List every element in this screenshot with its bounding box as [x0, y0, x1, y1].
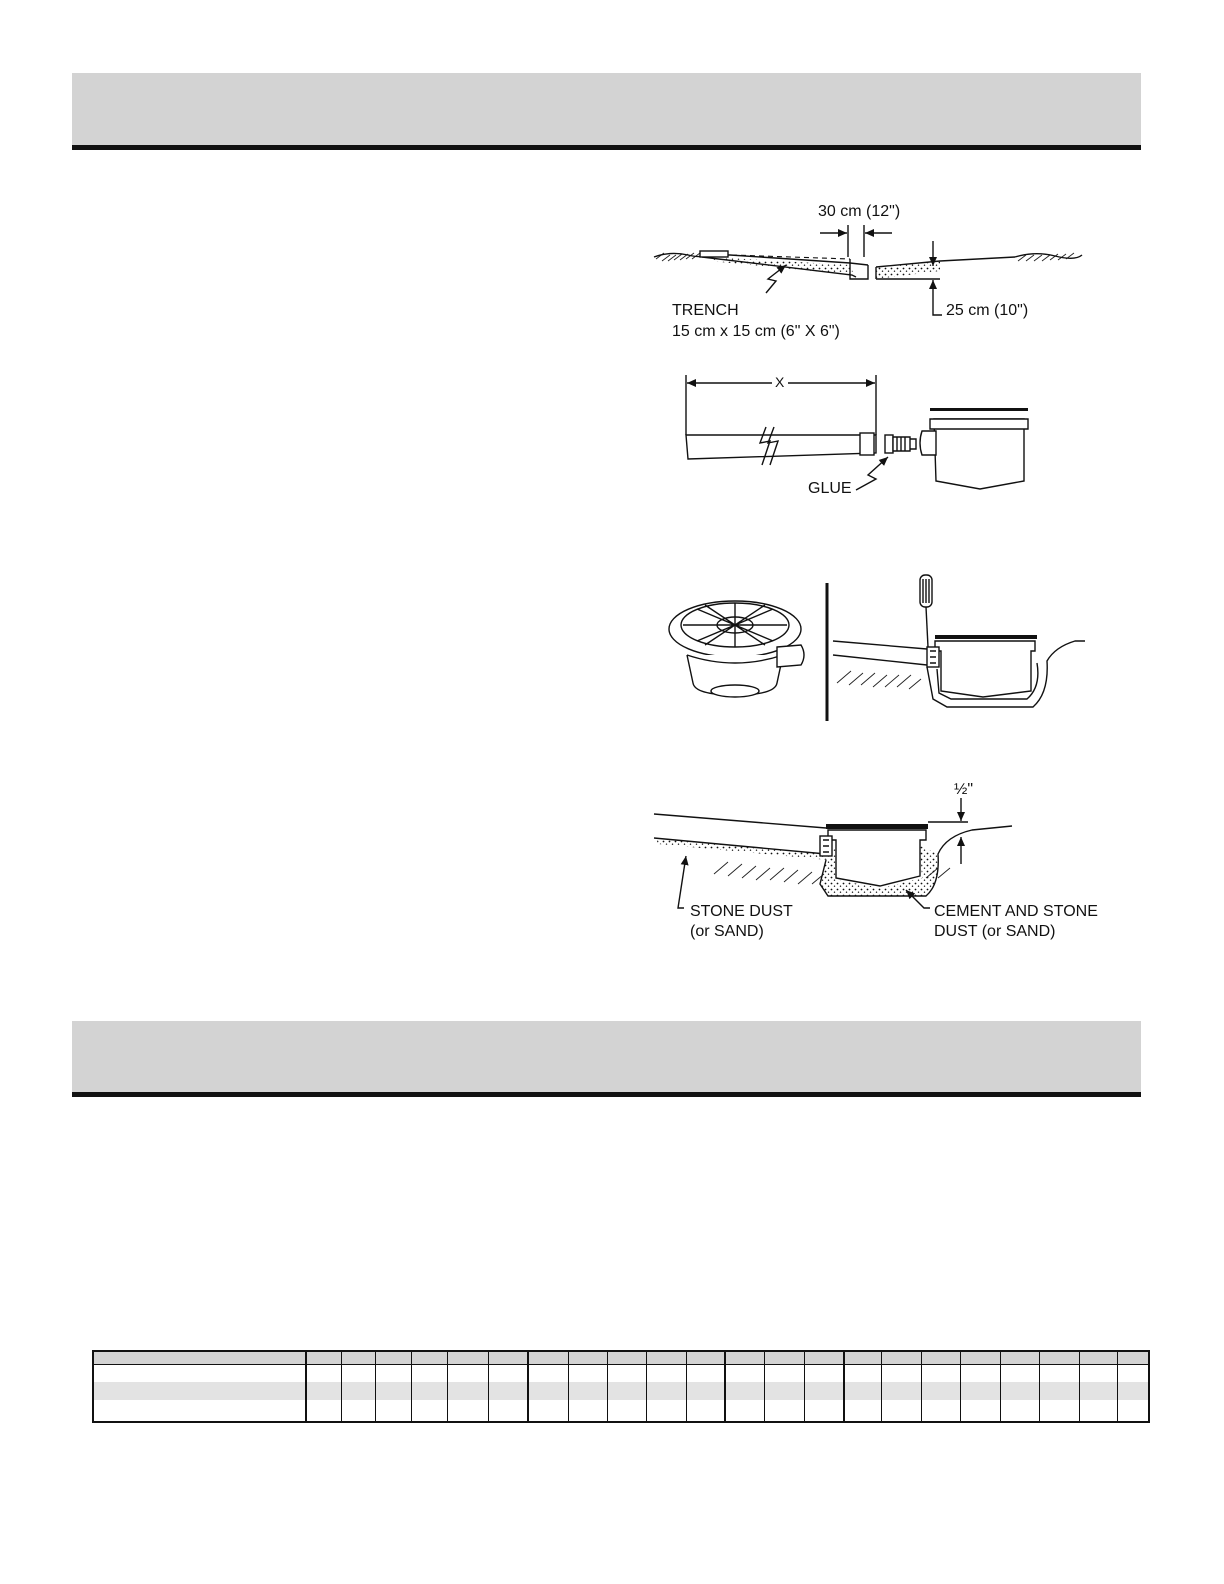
section-header-band-2 [72, 1021, 1141, 1097]
stone-dust-bed [656, 838, 828, 860]
drain-rim [935, 635, 1037, 639]
table-row [93, 1365, 1149, 1383]
table-header-row [93, 1351, 1149, 1365]
drain-flange [930, 419, 1028, 429]
drain-body-section [828, 830, 926, 886]
dim-25cm-leader [933, 310, 942, 315]
table-row [93, 1382, 1149, 1399]
cement-label-1: CEMENT AND STONE [934, 903, 1098, 920]
stone-dust-label-2: (or SAND) [690, 923, 764, 940]
trench-ground-hatch-left [654, 253, 703, 261]
dim-30cm-label: 30 cm (12") [818, 203, 901, 220]
dim-25cm-label: 25 cm (10") [946, 302, 1029, 319]
trench-diagram [650, 195, 1090, 345]
trench-fill [710, 257, 854, 275]
drain-side-port [920, 431, 936, 455]
adapter-fitting-collar [885, 435, 893, 453]
drain-rim [826, 824, 928, 829]
stone-dust-label-1: STONE DUST [690, 903, 793, 920]
cement-label-2: DUST (or SAND) [934, 923, 1056, 940]
dim-half-label: ½" [954, 781, 974, 798]
screwdriver-shaft [926, 607, 928, 647]
pipe-section-top [654, 814, 826, 828]
stone-dust-leader [678, 856, 686, 908]
drain-install-diagram [665, 575, 1085, 725]
glue-leader [856, 457, 888, 490]
backfill-diagram [650, 780, 1098, 945]
drain-perspective-view [669, 601, 804, 697]
trench-label: TRENCH [672, 302, 739, 319]
pipe-body [686, 435, 876, 459]
ground-hatch [837, 671, 921, 689]
pipe-coupling [860, 433, 874, 455]
section-header-band-1 [72, 73, 1141, 150]
pipe-section [833, 641, 927, 665]
adapter-fitting-threads [893, 437, 910, 451]
trench-size-label: 15 cm x 15 cm (6" X 6") [672, 323, 840, 340]
adapter-ribs [910, 439, 916, 449]
pool-edge-block [700, 251, 728, 257]
pipe-glue-diagram [680, 365, 1040, 500]
drain-body-section [935, 641, 1035, 697]
spec-table [92, 1350, 1150, 1423]
trench-ground-hatch-right [1015, 253, 1082, 261]
table-row [93, 1400, 1149, 1422]
trench-leader [766, 265, 786, 293]
drain-rim-top [930, 408, 1028, 411]
dim-x-label: X [775, 374, 785, 390]
glue-label: GLUE [808, 480, 852, 497]
drain-section-view [833, 575, 1085, 707]
